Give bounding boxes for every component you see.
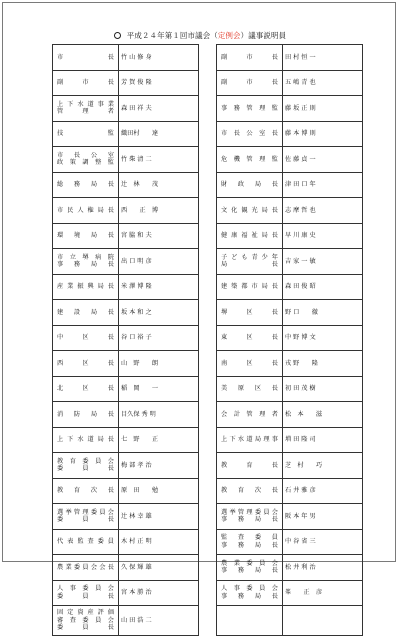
right-roster-row: [217, 555, 363, 581]
official-name: 梅 部 孝 治: [119, 453, 199, 479]
official-name: 戎 野 隆: [283, 351, 363, 377]
official-name: 松 井 利 治: [283, 555, 363, 581]
official-name: 藤 本 博 則: [283, 121, 363, 147]
position-cell: [53, 478, 119, 504]
position-title: 上下水道局理事: [221, 436, 278, 444]
left-roster-row: [53, 70, 199, 96]
position-cell: [53, 606, 119, 636]
left-roster-row: [53, 121, 199, 147]
position-title: 中 区 長: [57, 334, 114, 342]
position-cell: [53, 96, 119, 122]
right-roster-row: [217, 172, 363, 198]
right-roster-row: [217, 325, 363, 351]
position-title: 副 市 長: [57, 79, 114, 87]
position-title: 西 区 長: [57, 359, 114, 367]
left-roster-table: [52, 44, 199, 636]
position-cell: [217, 453, 283, 479]
position-title: 固定資産評価 審 査 委 員 会 委 員 長: [57, 609, 114, 631]
position-cell: [217, 223, 283, 249]
position-cell: [53, 223, 119, 249]
position-cell: [217, 121, 283, 147]
official-name: 稲 岡 一: [119, 376, 199, 402]
position-cell: [53, 121, 119, 147]
official-name: 西 正 博: [119, 198, 199, 224]
official-name: 山 田 浩 二: [119, 606, 199, 636]
official-name: 出 口 明 彦: [119, 249, 199, 275]
left-roster-row: [53, 45, 199, 71]
official-name: 野 口 徹: [283, 300, 363, 326]
position-title: 美 原 区 長: [221, 385, 278, 393]
official-name: 吉 家 一 敏: [283, 249, 363, 275]
position-title: 健康福祉局長: [221, 232, 278, 240]
position-title: 市 長 公 室 政 策 調 整 監: [57, 151, 114, 167]
position-title: 人 事 委 員 会 委 員 長: [57, 585, 114, 600]
left-roster-row: [53, 402, 199, 428]
position-cell: [217, 70, 283, 96]
position-title: 選挙管理委員会 委 員 長: [57, 508, 114, 524]
right-roster-row: [217, 453, 363, 479]
left-roster-row: [53, 351, 199, 377]
official-name: [283, 606, 363, 636]
right-roster-row: [217, 223, 363, 249]
position-title: 市 長 公 室 長: [221, 130, 278, 138]
position-cell: [217, 249, 283, 275]
position-cell: [53, 529, 119, 555]
position-cell: [53, 70, 119, 96]
position-title: 教 育 委 員 会 委 員 長: [57, 457, 114, 473]
position-cell: [217, 325, 283, 351]
left-roster-row: [53, 249, 199, 275]
position-title: 東 区 長: [221, 334, 278, 342]
right-roster-row: [217, 96, 363, 122]
position-cell: [217, 96, 283, 122]
official-name: 田 村 恒 一: [283, 45, 363, 71]
right-roster-row: [217, 529, 363, 555]
position-cell: [217, 147, 283, 173]
position-cell: [217, 580, 283, 606]
position-title: 技 監: [57, 130, 114, 138]
official-name: 辻 林 茂: [119, 172, 199, 198]
position-cell: [217, 427, 283, 453]
position-title: 文化観光局長: [221, 206, 278, 214]
right-roster-row: [217, 147, 363, 173]
position-cell: [53, 453, 119, 479]
official-name: 森 田 俊 昭: [283, 274, 363, 300]
position-cell: [217, 300, 283, 326]
position-title: 教 育 次 長: [57, 487, 114, 495]
position-cell: [53, 402, 119, 428]
right-roster-row: [217, 249, 363, 275]
position-title: 代表監査委員: [57, 538, 114, 546]
right-roster-table: [216, 44, 363, 636]
position-cell: [217, 274, 283, 300]
left-roster-row: [53, 580, 199, 606]
official-name: 久 保 輝 雄: [119, 555, 199, 581]
title-prefix: 平成２４年第１回市議会（: [126, 31, 218, 40]
left-roster-row: [53, 172, 199, 198]
official-name: 阪 本 年 男: [283, 504, 363, 530]
position-cell: [53, 274, 119, 300]
position-cell: [217, 45, 283, 71]
right-roster-row: [217, 45, 363, 71]
position-title: 南 区 長: [221, 359, 278, 367]
official-name: 坂 本 和 之: [119, 300, 199, 326]
position-title: 選挙管理委員会 事 務 局 長: [221, 508, 278, 524]
position-title: 副 市 長: [221, 53, 278, 61]
title-highlight: 定例会: [217, 31, 241, 40]
right-roster-row: [217, 70, 363, 96]
official-name: 竹 柴 清 二: [119, 147, 199, 173]
official-name: 中 谷 省 三: [283, 529, 363, 555]
position-cell: [217, 376, 283, 402]
title-suffix: ）議事説明員: [240, 31, 287, 40]
official-name: 山 野 朗: [119, 351, 199, 377]
left-roster-row: [53, 300, 199, 326]
position-title: 上下水道局長: [57, 436, 114, 444]
official-name: 志 摩 哲 也: [283, 198, 363, 224]
position-cell: [217, 351, 283, 377]
position-cell: [53, 376, 119, 402]
left-roster-row: [53, 96, 199, 122]
left-roster-row: [53, 147, 199, 173]
right-roster-row: [217, 606, 363, 636]
left-roster-row: [53, 529, 199, 555]
position-title: 建築都市局長: [221, 283, 278, 291]
official-name: 初 田 茂 樹: [283, 376, 363, 402]
official-name: 中 野 博 文: [283, 325, 363, 351]
official-name: 松 本 滋: [283, 402, 363, 428]
official-name: 芝 村 巧: [283, 453, 363, 479]
position-cell: [53, 427, 119, 453]
right-roster-row: [217, 274, 363, 300]
position-title: 副 市 長: [221, 79, 278, 87]
position-cell: [217, 172, 283, 198]
position-title: 危機管理監: [221, 155, 278, 163]
official-name: 谷 口 裕 子: [119, 325, 199, 351]
position-cell: [53, 249, 119, 275]
position-cell: [53, 45, 119, 71]
position-title: 消 防 局 長: [57, 410, 114, 418]
position-title: 堺 区 長: [221, 308, 278, 316]
position-title: 農業委員会会長: [57, 563, 114, 571]
position-title: 監 査 委 員 事 務 局 長: [221, 534, 278, 549]
position-title: 市立堺病院 事 務 局 長: [57, 253, 114, 269]
right-roster-row: [217, 300, 363, 326]
right-roster-row: [217, 504, 363, 530]
position-cell: [53, 300, 119, 326]
official-name: 芳 賀 俊 隆: [119, 70, 199, 96]
position-title: 上下水道事業 管 理 者: [57, 100, 114, 116]
right-roster-row: [217, 376, 363, 402]
official-name: 増 田 隆 司: [283, 427, 363, 453]
position-cell: [217, 402, 283, 428]
position-cell: [217, 198, 283, 224]
left-roster-row: [53, 478, 199, 504]
official-name: 宮 本 勝 治: [119, 580, 199, 606]
page-title: [3, 30, 397, 41]
left-roster-row: [53, 274, 199, 300]
position-cell: [217, 555, 283, 581]
position-title: 市 長: [57, 53, 114, 61]
position-title: 産業振興局長: [57, 283, 114, 291]
position-title: 北 区 長: [57, 385, 114, 393]
position-title: 財 政 局 長: [221, 181, 278, 189]
official-name: 原 田 勉: [119, 478, 199, 504]
right-roster-row: [217, 478, 363, 504]
position-title: 教 育 長: [221, 461, 278, 469]
official-name: 辻 林 幸 雄: [119, 504, 199, 530]
position-cell: [217, 504, 283, 530]
position-title: 環 境 局 長: [57, 232, 114, 240]
right-roster-row: [217, 351, 363, 377]
official-name: 森 田 祥 夫: [119, 96, 199, 122]
position-cell: [53, 325, 119, 351]
official-name: 津 田 口 年: [283, 172, 363, 198]
position-cell: [53, 504, 119, 530]
position-cell: [53, 580, 119, 606]
official-name: 織田村 達: [119, 121, 199, 147]
position-title: 事務管理監: [221, 104, 278, 112]
official-name: 藤 坂 正 則: [283, 96, 363, 122]
position-cell: [53, 198, 119, 224]
official-name: 峯 正 彦: [283, 580, 363, 606]
position-title: 建 設 局 長: [57, 308, 114, 316]
left-roster-row: [53, 504, 199, 530]
left-roster-row: [53, 555, 199, 581]
position-title: 市民人権局長: [57, 206, 114, 214]
position-cell: [53, 555, 119, 581]
left-roster-row: [53, 198, 199, 224]
position-title: 総 務 局 長: [57, 181, 114, 189]
left-roster-row: [53, 606, 199, 636]
right-roster-row: [217, 580, 363, 606]
official-name: 竹 山 修 身: [119, 45, 199, 71]
official-name: 米 澤 博 隆: [119, 274, 199, 300]
position-title: 農 業 委 員 会 事 務 局 長: [221, 559, 278, 575]
position-cell: [53, 172, 119, 198]
position-cell: [217, 478, 283, 504]
left-roster-row: [53, 427, 199, 453]
right-roster-row: [217, 402, 363, 428]
right-roster-row: [217, 198, 363, 224]
official-name: 佐 藤 貞 一: [283, 147, 363, 173]
official-name: 木 村 正 明: [119, 529, 199, 555]
official-name: 石 井 雅 彦: [283, 478, 363, 504]
official-name: 早 川 康 史: [283, 223, 363, 249]
official-name: 五 嶋 青 也: [283, 70, 363, 96]
position-title: 子ども青少年 局 長: [221, 253, 278, 269]
position-title: 教 育 次 長: [221, 487, 278, 495]
official-name: 七 野 正: [119, 427, 199, 453]
right-roster-row: [217, 427, 363, 453]
position-cell: [217, 606, 283, 636]
position-cell: [53, 147, 119, 173]
position-cell: [217, 529, 283, 555]
right-roster-row: [217, 121, 363, 147]
left-roster-row: [53, 223, 199, 249]
position-cell: [53, 351, 119, 377]
left-roster-row: [53, 376, 199, 402]
official-name: 目久保 秀 明: [119, 402, 199, 428]
left-roster-row: [53, 325, 199, 351]
official-name: 宮 脇 和 夫: [119, 223, 199, 249]
position-title: 人 事 委 員 会 事 務 局 長: [221, 585, 278, 600]
circle-icon: [114, 32, 121, 39]
left-roster-row: [53, 453, 199, 479]
position-title: 会計管理者: [221, 410, 278, 418]
